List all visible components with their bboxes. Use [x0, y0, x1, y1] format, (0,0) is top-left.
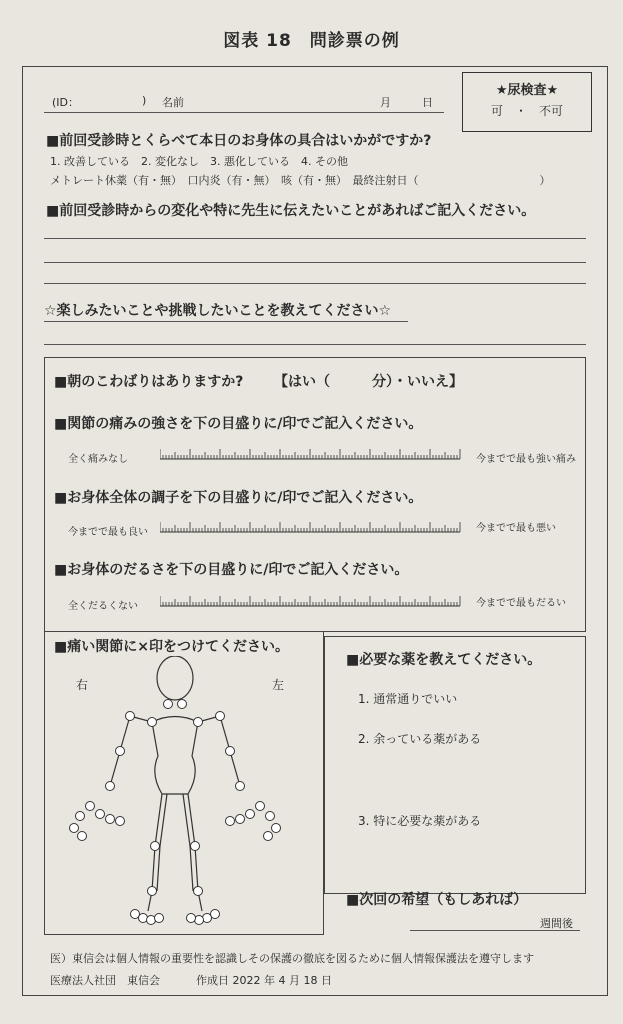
q2-line-3[interactable]	[44, 283, 586, 284]
joint-circle[interactable]	[187, 914, 196, 923]
scale-3-question: ■お身体のだるさを下の目盛りに/印でご記入ください。	[54, 562, 409, 578]
scale-1-ruler[interactable]	[160, 446, 464, 460]
joints-left-label: 左	[272, 678, 285, 692]
joint-circle[interactable]	[116, 817, 125, 826]
joint-circle[interactable]	[226, 817, 235, 826]
q1-question: ■前回受診時とくらべて本日のお身体の具合はいかがですか?	[46, 133, 432, 149]
joint-circle[interactable]	[246, 810, 255, 819]
joint-circle[interactable]	[78, 832, 87, 841]
urine-options: 可 ・ 不可	[490, 104, 563, 118]
scale-1-right: 今までで最も強い痛み	[476, 454, 576, 465]
day-label: 日	[422, 96, 433, 109]
morning-answer[interactable]: 【はい（ 分）・いいえ】	[274, 374, 463, 390]
joint-circle[interactable]	[216, 712, 225, 721]
page-title: 図表 18 問診票の例	[223, 31, 400, 51]
joint-circle[interactable]	[256, 802, 265, 811]
joint-circle[interactable]	[148, 718, 157, 727]
q2-question: ■前回受診時からの変化や特に先生に伝えたいことがあればご記入ください。	[46, 203, 536, 219]
joint-circle[interactable]	[70, 824, 79, 833]
skeleton-diagram[interactable]	[60, 656, 300, 936]
q3-question: ☆楽しみたいことや挑戦したいことを教えてください☆	[44, 303, 392, 319]
morning-question: ■朝のこわばりはありますか?	[54, 374, 244, 390]
skeleton-head	[157, 656, 193, 700]
joint-circle[interactable]	[266, 812, 275, 821]
skeleton-torso	[152, 717, 198, 795]
urine-test-box[interactable]	[462, 72, 592, 132]
joints-right-label: 右	[76, 678, 89, 692]
scale-1-question: ■関節の痛みの強さを下の目盛りに/印でご記入ください。	[54, 416, 423, 432]
q3-answer-line[interactable]	[44, 344, 586, 345]
scale-1-left: 全く痛みなし	[68, 454, 128, 465]
joint-circle[interactable]	[116, 747, 125, 756]
header-underline	[44, 112, 444, 113]
joint-circle[interactable]	[194, 718, 203, 727]
id-close: )	[142, 94, 147, 107]
q1-meds: メトレート休薬（有・無） 口内炎（有・無） 咳（有・無） 最終注射日（ ）	[50, 174, 551, 187]
medicine-item-1[interactable]: 1. 通常通りでいい	[358, 692, 458, 706]
joint-circle[interactable]	[106, 815, 115, 824]
joint-circle[interactable]	[106, 782, 115, 791]
next-question: ■次回の希望（もしあれば）	[346, 892, 528, 908]
scale-2-right: 今までで最も悪い	[476, 523, 556, 534]
medicine-item-2[interactable]: 2. 余っている薬がある	[358, 732, 482, 746]
privacy-notice: 医）東信会は個人情報の重要性を認識しその保護の徹底を図るために個人情報保護法を遵守します	[50, 952, 534, 965]
q2-line-1[interactable]	[44, 238, 586, 239]
joint-circle[interactable]	[148, 887, 157, 896]
org-name: 医療法人社団 東信会	[50, 974, 160, 987]
joint-circle[interactable]	[272, 824, 281, 833]
medicine-question: ■必要な薬を教えてください。	[346, 652, 542, 668]
scale-2-ruler[interactable]	[160, 519, 464, 533]
joint-circle[interactable]	[226, 747, 235, 756]
joint-circle[interactable]	[264, 832, 273, 841]
id-label: (ID：	[52, 96, 80, 109]
joint-circle[interactable]	[178, 700, 187, 709]
joint-circle[interactable]	[151, 842, 160, 851]
scale-3-right: 今までで最もだるい	[476, 598, 566, 609]
month-label: 月	[380, 96, 391, 109]
joint-circle[interactable]	[236, 815, 245, 824]
joint-circle[interactable]	[191, 842, 200, 851]
urine-title: ★尿検査★	[495, 83, 559, 98]
joint-circle[interactable]	[236, 782, 245, 791]
scale-3-left: 全くだるくない	[68, 601, 138, 612]
joint-circle[interactable]	[76, 812, 85, 821]
next-weeks: 週間後	[540, 917, 573, 930]
joint-circle[interactable]	[194, 887, 203, 896]
scale-3-ruler[interactable]	[160, 593, 464, 607]
joint-circle[interactable]	[126, 712, 135, 721]
q2-line-2[interactable]	[44, 262, 586, 263]
joint-circle[interactable]	[96, 810, 105, 819]
medicine-item-3[interactable]: 3. 特に必要な薬がある	[358, 814, 482, 828]
joint-circle[interactable]	[86, 802, 95, 811]
name-label: 名前	[162, 96, 184, 109]
medicine-box	[324, 636, 586, 894]
joints-question: ■痛い関節に×印をつけてください。	[54, 639, 289, 655]
joint-circle[interactable]	[164, 700, 173, 709]
scale-2-question: ■お身体全体の調子を下の目盛りに/印でご記入ください。	[54, 490, 423, 506]
q1-options: 1. 改善している 2. 変化なし 3. 悪化している 4. その他	[50, 155, 348, 168]
joint-circle[interactable]	[155, 914, 164, 923]
q3-underline	[44, 321, 408, 322]
scale-2-left: 今までで最も良い	[68, 527, 148, 538]
created-date: 作成日 2022 年 4 月 18 日	[196, 974, 332, 987]
